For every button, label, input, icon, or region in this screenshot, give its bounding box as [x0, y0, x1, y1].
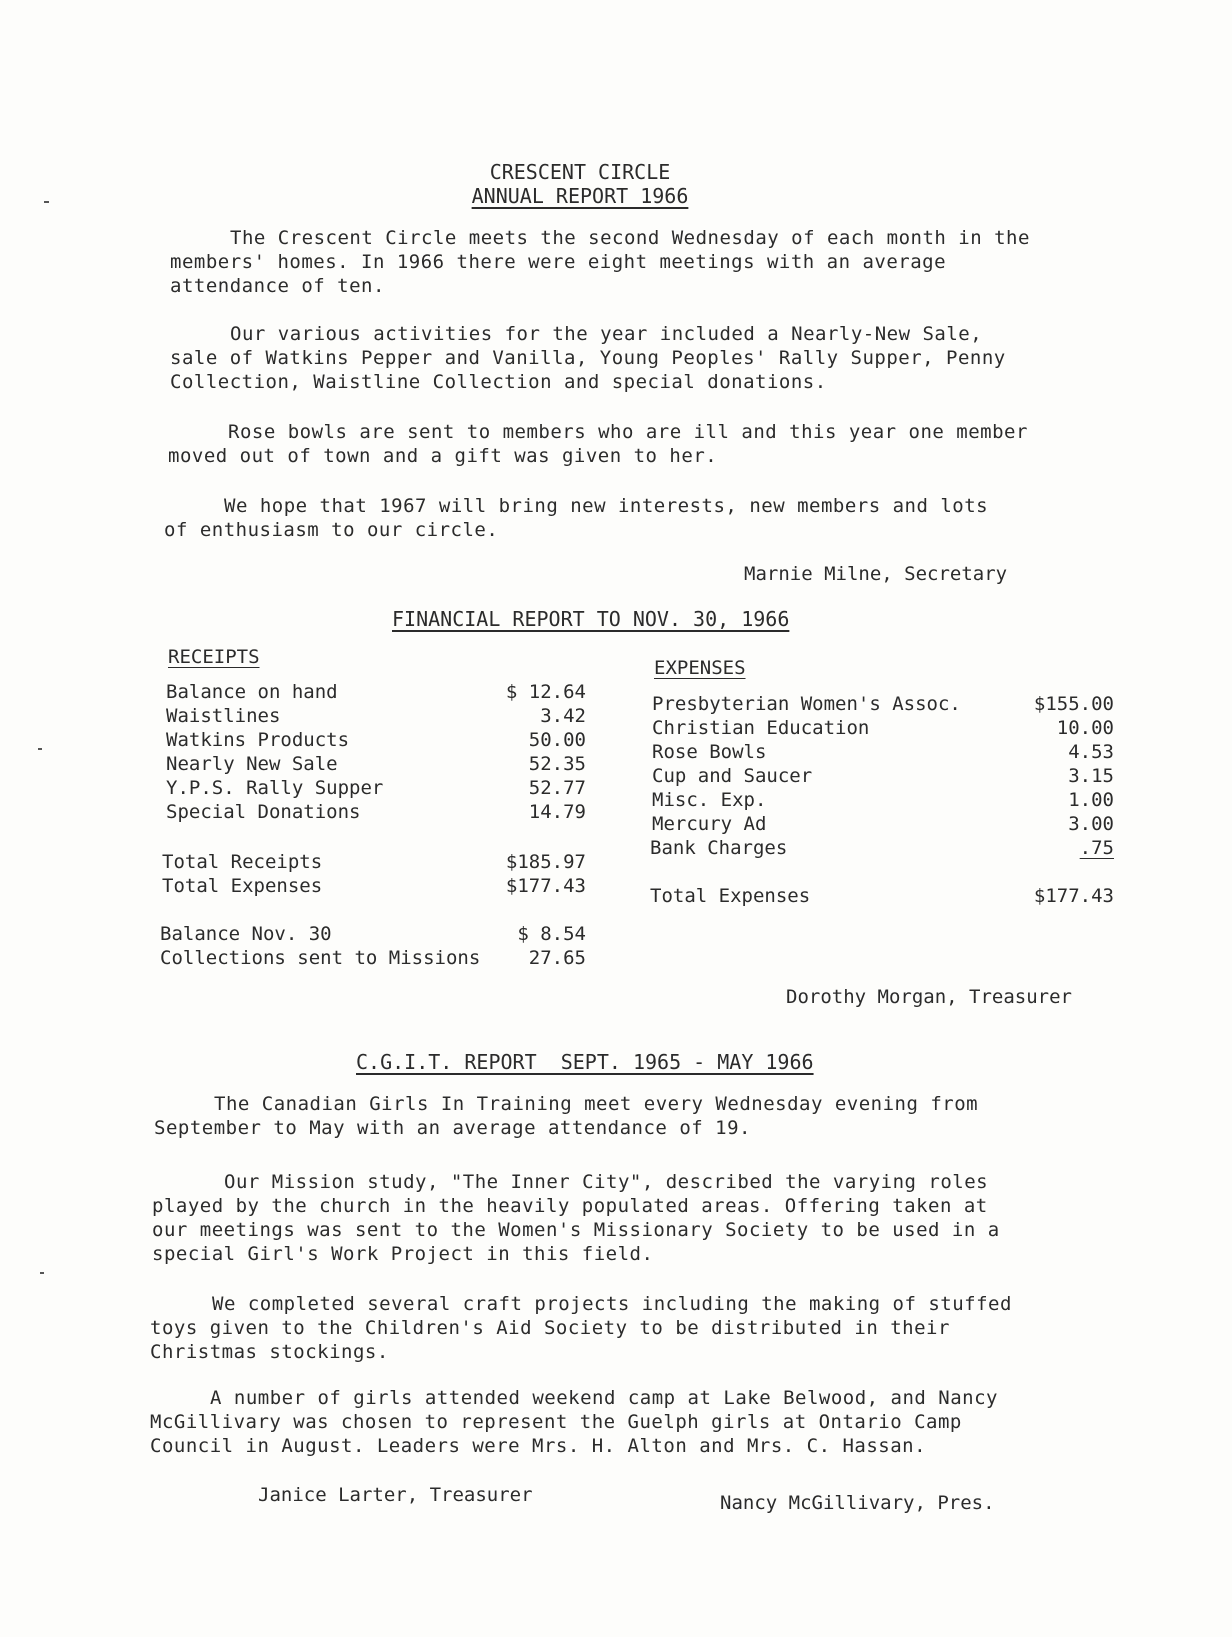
cgit-paragraph-4: A number of girls attended weekend camp at Lake Belwood, and Nancy McGillivary was chosen to represent the Guelph girls at Ontario Camp Council in August. Leaders were Mrs. H. Alton and Mrs. C. Hassan. — [150, 1387, 998, 1457]
document-title: CRESCENT CIRCLE — [489, 160, 671, 184]
receipt-row — [166, 800, 586, 824]
expense-label: Misc. Exp. — [652, 789, 767, 811]
receipt-row — [166, 704, 586, 728]
expense-label: Cup and Saucer — [652, 765, 813, 787]
receipt-label: Waistlines — [166, 705, 281, 727]
receipt-amount: 14.79 — [528, 801, 586, 823]
receipt-label: Special Donations — [166, 801, 361, 823]
expense-row — [652, 716, 1114, 740]
total-amount: $185.97 — [505, 851, 586, 873]
document-subtitle: ANNUAL REPORT 1966 — [471, 184, 689, 208]
cgit-treasurer-signature: Janice Larter, Treasurer — [258, 1484, 533, 1506]
expense-label: Mercury Ad — [652, 813, 767, 835]
expense-label: Bank Charges — [650, 837, 788, 859]
total-row — [162, 850, 586, 874]
intro-paragraph-4: We hope that 1967 will bring new interests, new members and lots of enthusiasm to our circle. — [164, 495, 989, 541]
treasurer-signature: Dorothy Morgan, Treasurer — [786, 986, 1072, 1008]
total-amount: $177.43 — [505, 875, 586, 897]
receipt-label: Y.P.S. Rally Supper — [166, 777, 384, 799]
collections-row — [160, 946, 586, 970]
total-row — [162, 874, 586, 898]
expense-label: Rose Bowls — [652, 741, 767, 763]
receipt-amount: 3.42 — [540, 705, 586, 727]
receipt-label: Nearly New Sale — [166, 753, 338, 775]
intro-paragraph-3: Rose bowls are sent to members who are ill and this year one member moved out of town and a gift was given to her. — [168, 421, 1028, 467]
receipt-amount: 52.77 — [528, 777, 586, 799]
financial-report-title: FINANCIAL REPORT TO NOV. 30, 1966 — [392, 607, 790, 631]
receipt-amount: 50.00 — [528, 729, 586, 751]
cgit-paragraph-2: Our Mission study, "The Inner City", described the varying roles played by the church in the heavily populated areas. Offering taken at our meetings was sent to the Women's Missionary Society to be used in a special Girl's Work Project in this field. — [152, 1171, 1000, 1265]
margin-speck — [44, 201, 49, 203]
total-expenses-label: Total Expenses — [650, 885, 811, 907]
expense-row — [652, 812, 1114, 836]
cgit-paragraph-3: We completed several craft projects including the making of stuffed toys given to the Children's Aid Society to be distributed in their Christmas stockings. — [150, 1293, 1012, 1363]
expense-amount: 3.00 — [1068, 813, 1114, 835]
intro-paragraph-2: Our various activities for the year included a Nearly-New Sale, sale of Watkins Pepper and Vanilla, Young Peoples' Rally Supper, Penny Collection, Waistline Collection and special donations. — [170, 323, 1006, 393]
balance-row — [160, 922, 586, 946]
balance-label: Balance Nov. 30 — [160, 923, 332, 945]
total-label: Total Expenses — [162, 875, 323, 897]
expense-amount: $155.00 — [1033, 693, 1114, 715]
receipt-row — [166, 680, 586, 704]
expense-row — [652, 692, 1114, 716]
total-label: Total Receipts — [162, 851, 323, 873]
receipts-heading: RECEIPTS — [168, 646, 260, 668]
expense-row — [652, 788, 1114, 812]
collections-label: Collections sent to Missions — [160, 947, 481, 969]
receipt-label: Watkins Products — [166, 729, 350, 751]
expense-amount: 3.15 — [1068, 765, 1114, 787]
expense-amount: .75 — [1079, 837, 1114, 859]
expense-amount: 10.00 — [1056, 717, 1114, 739]
receipt-label: Balance on hand — [166, 681, 338, 703]
expense-label: Christian Education — [652, 717, 870, 739]
receipt-amount: 52.35 — [528, 753, 586, 775]
receipt-row — [166, 776, 586, 800]
expense-amount: 1.00 — [1068, 789, 1114, 811]
cgit-report-title: C.G.I.T. REPORT SEPT. 1965 - MAY 1966 — [356, 1050, 814, 1074]
margin-speck — [38, 748, 42, 750]
receipt-row — [166, 752, 586, 776]
expenses-heading: EXPENSES — [654, 657, 746, 679]
expense-row — [652, 740, 1114, 764]
expense-amount: 4.53 — [1068, 741, 1114, 763]
secretary-signature: Marnie Milne, Secretary — [744, 563, 1008, 585]
cgit-paragraph-1: The Canadian Girls In Training meet every Wednesday evening from September to May with an average attendance of 19. — [154, 1093, 979, 1139]
expense-row — [652, 764, 1114, 788]
receipt-row — [166, 728, 586, 752]
receipt-amount: $ 12.64 — [505, 681, 586, 703]
balance-amount: $ 8.54 — [517, 923, 586, 945]
expense-label: Presbyterian Women's Assoc. — [652, 693, 961, 715]
collections-amount: 27.65 — [528, 947, 586, 969]
intro-paragraph-1: The Crescent Circle meets the second Wednesday of each month in the members' homes. In 1966 there were eight meetings with an average attendance of ten. — [170, 227, 1030, 297]
total-expenses-row — [650, 884, 1114, 908]
total-expenses-amount: $177.43 — [1033, 885, 1114, 907]
margin-speck — [40, 1272, 44, 1274]
expense-row — [650, 836, 1114, 860]
cgit-president-signature: Nancy McGillivary, Pres. — [720, 1492, 995, 1514]
